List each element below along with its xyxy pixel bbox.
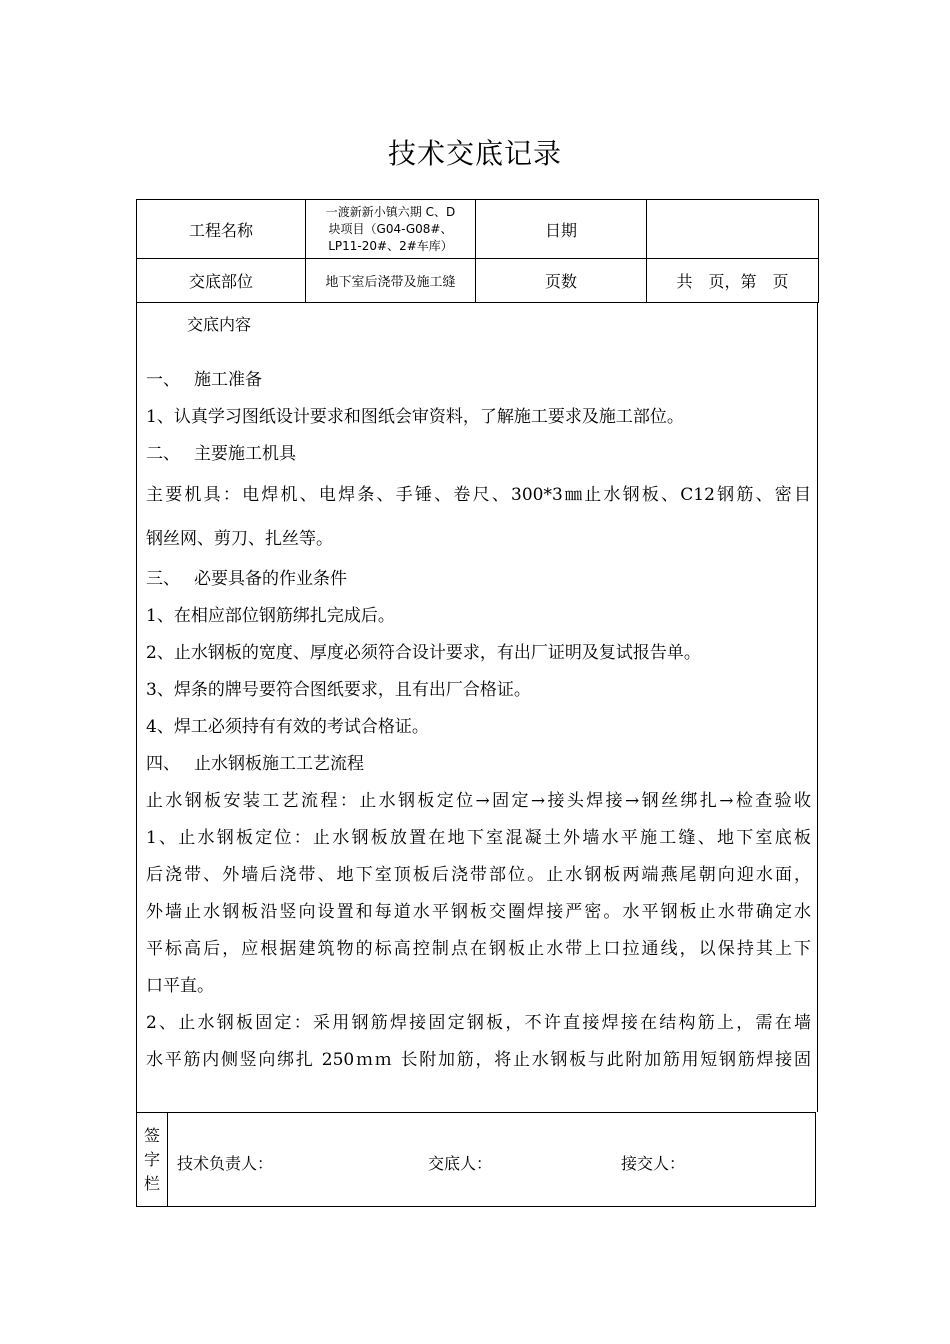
content-line: 钢丝网、剪刀、扎丝等。 xyxy=(146,529,333,549)
section-heading: 四、 止水钢板施工工艺流程 xyxy=(146,754,364,774)
date-value xyxy=(647,200,819,259)
content-line: 4、焊工必须持有有效的考试合格证。 xyxy=(146,717,429,737)
tech-lead-field: 技术负责人： xyxy=(177,1154,274,1173)
section-heading: 三、 必要具备的作业条件 xyxy=(146,569,347,589)
content-line: 主要机具：电焊机、电焊条、手锤、卷尺、300*3㎜止水钢板、C12钢筋、密目 xyxy=(146,485,811,505)
section-heading: 一、 施工准备 xyxy=(146,370,262,390)
content-line: 平标高后，应根据建筑物的标高控制点在钢板止水带上口拉通线，以保持其上下 xyxy=(146,939,811,959)
header-table xyxy=(136,199,819,303)
receiver-field: 接交人： xyxy=(621,1154,686,1173)
content-section xyxy=(136,302,818,1112)
discloser-field: 交底人： xyxy=(428,1154,493,1173)
pages-label: 页数 xyxy=(476,259,647,303)
content-line: 2、止水钢板固定：采用钢筋焊接固定钢板，不许直接焊接在结构筋上，需在墙 xyxy=(146,1013,811,1033)
project-name-label: 工程名称 xyxy=(137,200,306,259)
pages-value: 共 页，第 页 xyxy=(647,259,819,303)
content-line: 3、焊条的牌号要符合图纸要求，且有出厂合格证。 xyxy=(146,680,531,700)
project-name-value: 一渡新新小镇六期 C、D 块项目（G04-G08#、 LP11-20#、2#车库） xyxy=(306,200,476,259)
content-label: 交底内容 xyxy=(187,315,252,334)
content-line: 外墙止水钢板沿竖向设置和每道水平钢板交圈焊接严密。水平钢板止水带确定水 xyxy=(146,902,811,922)
signature-label: 签 字 栏 xyxy=(137,1113,168,1206)
location-value: 地下室后浇带及施工缝 xyxy=(306,259,476,303)
signature-section xyxy=(136,1112,816,1207)
content-line: 后浇带、外墙后浇带、地下室顶板后浇带部位。止水钢板两端燕尾朝向迎水面， xyxy=(146,865,811,885)
page-title: 技术交底记录 xyxy=(387,137,562,170)
section-heading: 二、 主要施工机具 xyxy=(146,444,296,464)
content-line: 1、在相应部位钢筋绑扎完成后。 xyxy=(146,606,395,626)
location-label: 交底部位 xyxy=(137,259,306,303)
content-line: 2、止水钢板的宽度、厚度必须符合设计要求，有出厂证明及复试报告单。 xyxy=(146,643,701,663)
content-line: 1、止水钢板定位：止水钢板放置在地下室混凝土外墙水平施工缝、地下室底板 xyxy=(146,828,811,848)
content-body xyxy=(146,362,811,1079)
date-label: 日期 xyxy=(476,200,647,259)
content-line: 口平直。 xyxy=(146,976,214,996)
content-line: 1、认真学习图纸设计要求和图纸会审资料，了解施工要求及施工部位。 xyxy=(146,407,684,427)
content-line: 水平筋内侧竖向绑扎 250ｍｍ 长附加筋，将止水钢板与此附加筋用短钢筋焊接固 xyxy=(146,1050,811,1070)
content-line: 止水钢板安装工艺流程：止水钢板定位→固定→接头焊接→钢丝绑扎→检查验收 xyxy=(146,791,811,811)
